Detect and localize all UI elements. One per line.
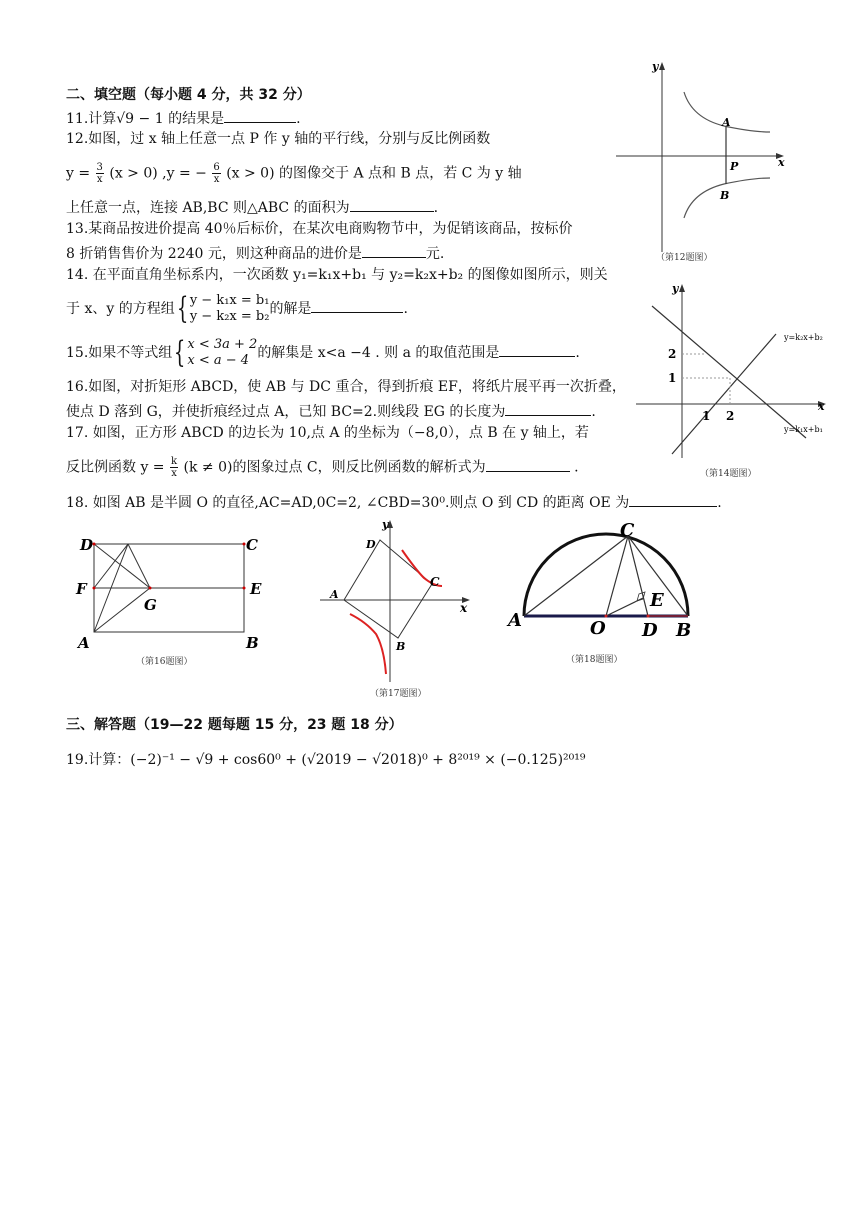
fig14-line-y2 bbox=[672, 334, 776, 454]
fig18-ac bbox=[524, 536, 628, 616]
fig12-label-p: P bbox=[730, 160, 739, 173]
fig16-label-d: D bbox=[80, 536, 94, 554]
fig16-caption: （第16题图） bbox=[136, 657, 193, 667]
fig18-label-c: C bbox=[620, 520, 635, 541]
fig16-label-a: A bbox=[78, 634, 90, 652]
q14-end: . bbox=[403, 301, 408, 317]
q12-frac2-den: x bbox=[213, 174, 220, 185]
q16-end: . bbox=[591, 404, 596, 420]
q13-line2-text: 8 折销售售价为 2240 元，则这种商品的进价是 bbox=[66, 246, 362, 262]
fig16-label-b: B bbox=[246, 634, 259, 652]
question-14-line1: 14. 在平面直角坐标系内，一次函数 y₁=k₁x+b₁ 与 y₂=k₂x+b₂ 的图像如图所示，则关 bbox=[66, 267, 608, 283]
q15-end: . bbox=[575, 345, 580, 361]
figure-14 bbox=[632, 278, 832, 484]
q15-post: 的解集是 x<a −4 . 则 a 的取值范围是 bbox=[257, 345, 500, 361]
question-11 bbox=[66, 108, 301, 128]
fig17-caption: （第17题图） bbox=[370, 689, 427, 699]
q14-brace: { bbox=[176, 291, 188, 326]
fig16-label-c: C bbox=[246, 536, 258, 554]
figure-17 bbox=[316, 514, 476, 704]
fig14-tick-x2: 2 bbox=[726, 409, 735, 423]
fig14-caption: （第14题图） bbox=[700, 469, 757, 479]
q15-pre: 15.如果不等式组 bbox=[66, 345, 173, 361]
question-15 bbox=[66, 336, 580, 370]
fig17-label-d: D bbox=[366, 538, 376, 551]
q12-answer-blank[interactable] bbox=[350, 197, 434, 212]
q14-answer-blank[interactable] bbox=[311, 298, 403, 313]
q12-frac1 bbox=[96, 162, 104, 185]
fig17-label-c: C bbox=[430, 575, 440, 589]
fig14-tick-y1: 1 bbox=[668, 371, 677, 385]
fig16-point-g bbox=[149, 587, 152, 590]
q12-cond2: (x > 0) 的图像交于 A 点和 B 点，若 C 为 y 轴 bbox=[226, 165, 522, 182]
q13-answer-blank[interactable] bbox=[362, 243, 426, 258]
question-17-line2 bbox=[66, 456, 579, 479]
question-17-line1: 17. 如图，正方形 ABCD 的边长为 10,点 A 的坐标为（−8,0），点 B 在 y 轴上，若 bbox=[66, 425, 589, 441]
fig12-label-a: A bbox=[722, 116, 731, 129]
question-12-line3 bbox=[66, 197, 438, 217]
section-heading-solve: 三、解答题（19—22 题每题 15 分，23 题 18 分） bbox=[66, 717, 403, 733]
question-13-line1: 13.某商品按进价提高 40％后标价，在某次电商购物节中，为促销该商品，按标价 bbox=[66, 221, 573, 237]
q16-line2-text: 使点 D 落到 G，并使折痕经过点 A，已知 BC=2.则线段 EG 的长度为 bbox=[66, 404, 506, 420]
q17-mid: (k ≠ 0)的图象过点 C，则反比例函数的解析式为 bbox=[183, 459, 486, 476]
q15-answer-blank[interactable] bbox=[499, 342, 575, 357]
q14-post: 的解是 bbox=[269, 301, 312, 317]
q18-text: 18. 如图 AB 是半圆 O 的直径,AC=AD,0C=2, ∠CBD=30⁰.则点 O 到 CD 的距离 OE 为 bbox=[66, 495, 630, 511]
fig18-caption: （第18题图） bbox=[566, 655, 623, 665]
fig14-tick-y2: 2 bbox=[668, 347, 677, 361]
fig18-oc bbox=[606, 536, 628, 616]
q17-frac-num: k bbox=[171, 456, 178, 467]
fig18-label-o: O bbox=[590, 618, 606, 639]
q12-y1: y = bbox=[66, 165, 91, 182]
q15-system bbox=[187, 337, 257, 369]
q17-pre: 反比例函数 y = bbox=[66, 459, 165, 476]
q12-frac2-num: 6 bbox=[213, 162, 220, 173]
question-13-line2 bbox=[66, 243, 444, 263]
q14-eq1: y − k₁x = b₁ bbox=[189, 293, 270, 308]
fig14-y-arrow-icon bbox=[679, 284, 685, 292]
fig17-label-x: x bbox=[460, 601, 468, 615]
question-14-line2 bbox=[66, 292, 408, 326]
fig18-label-b: B bbox=[676, 620, 692, 641]
fig14-label-x: x bbox=[818, 400, 825, 413]
q12-cond1: (x > 0) ,y = − bbox=[109, 165, 207, 182]
q14-system bbox=[190, 293, 270, 325]
q12-end: . bbox=[433, 200, 439, 216]
q15-eq2: x < a − 4 bbox=[187, 353, 250, 368]
q11-answer-blank[interactable] bbox=[224, 108, 296, 123]
question-16-line1: 16.如图，对折矩形 ABCD，使 AB 与 DC 重合，得到折痕 EF，将纸片展平再一次折叠， bbox=[66, 379, 626, 395]
q15-brace: { bbox=[174, 335, 186, 370]
q14-pre: 于 x、y 的方程组 bbox=[66, 301, 175, 317]
fig16-label-g: G bbox=[144, 596, 157, 614]
fig17-curve-negative bbox=[350, 614, 386, 674]
question-12-line2 bbox=[66, 162, 522, 185]
fig17-label-b: B bbox=[396, 640, 406, 653]
fig14-label-y: y bbox=[672, 282, 679, 295]
q12-frac2 bbox=[212, 162, 220, 185]
question-12-line1: 12.如图，过 x 轴上任意一点 P 作 y 轴的平行线，分别与反比例函数 bbox=[66, 131, 491, 147]
figure-12 bbox=[612, 56, 792, 268]
q16-answer-blank[interactable] bbox=[505, 401, 591, 416]
fig12-label-x: x bbox=[778, 156, 785, 169]
fig14-label-l1: y=k₁x+b₁ bbox=[784, 425, 823, 434]
fig12-label-b: B bbox=[720, 189, 730, 202]
fig16-point-f bbox=[93, 587, 96, 590]
q18-end: . bbox=[717, 495, 722, 511]
figure-18 bbox=[504, 518, 704, 670]
q12-frac1-num: 3 bbox=[96, 162, 103, 173]
fig16-fd bbox=[94, 544, 128, 588]
fig16-label-e: E bbox=[250, 580, 262, 598]
question-19: 19.计算：(−2)⁻¹ − √9 + cos60⁰ + (√2019 − √2018)⁰ + 8²⁰¹⁹ × (−0.125)²⁰¹⁹ bbox=[66, 752, 586, 768]
fig16-label-f: F bbox=[76, 580, 87, 598]
q12-frac1-den: x bbox=[96, 174, 103, 185]
fig18-label-d: D bbox=[642, 620, 658, 641]
q17-frac-den: x bbox=[171, 468, 177, 479]
fig17-label-y: y bbox=[382, 518, 389, 531]
figure-16 bbox=[70, 528, 270, 668]
fig18-point-d bbox=[647, 615, 650, 618]
fig12-y-arrow-icon bbox=[659, 62, 665, 70]
fig17-label-a: A bbox=[330, 588, 339, 601]
fig18-label-e: E bbox=[650, 590, 664, 611]
q17-answer-blank[interactable] bbox=[486, 457, 570, 472]
fig16-fold-g bbox=[128, 544, 150, 588]
fig16-point-e bbox=[243, 587, 246, 590]
fig17-square bbox=[344, 540, 432, 638]
fig14-tick-x1: 1 bbox=[702, 409, 711, 423]
q17-end: . bbox=[574, 459, 579, 476]
fig12-label-y: y bbox=[652, 60, 659, 73]
fig12-caption: （第12题图） bbox=[656, 253, 713, 263]
fig16-dg bbox=[94, 544, 150, 588]
question-18 bbox=[66, 492, 722, 512]
q12-line3-text: 上任意一点，连接 AB,BC 则△ABC 的面积为 bbox=[66, 200, 350, 216]
fig14-label-l2: y=k₂x+b₂ bbox=[784, 333, 823, 342]
q13-end: 元. bbox=[425, 246, 445, 262]
section-heading-fill-in: 二、填空题（每小题 4 分，共 32 分） bbox=[66, 87, 311, 103]
fig18-label-a: A bbox=[508, 610, 522, 631]
q14-eq2: y − k₂x = b₂ bbox=[189, 309, 270, 324]
question-16-line2 bbox=[66, 401, 596, 421]
q18-answer-blank[interactable] bbox=[629, 492, 717, 507]
q11-end: . bbox=[296, 111, 301, 127]
q17-frac bbox=[170, 456, 178, 479]
q11-text: 11.计算√9 − 1 的结果是 bbox=[66, 111, 225, 127]
q15-eq1: x < 3a + 2 bbox=[187, 337, 258, 352]
